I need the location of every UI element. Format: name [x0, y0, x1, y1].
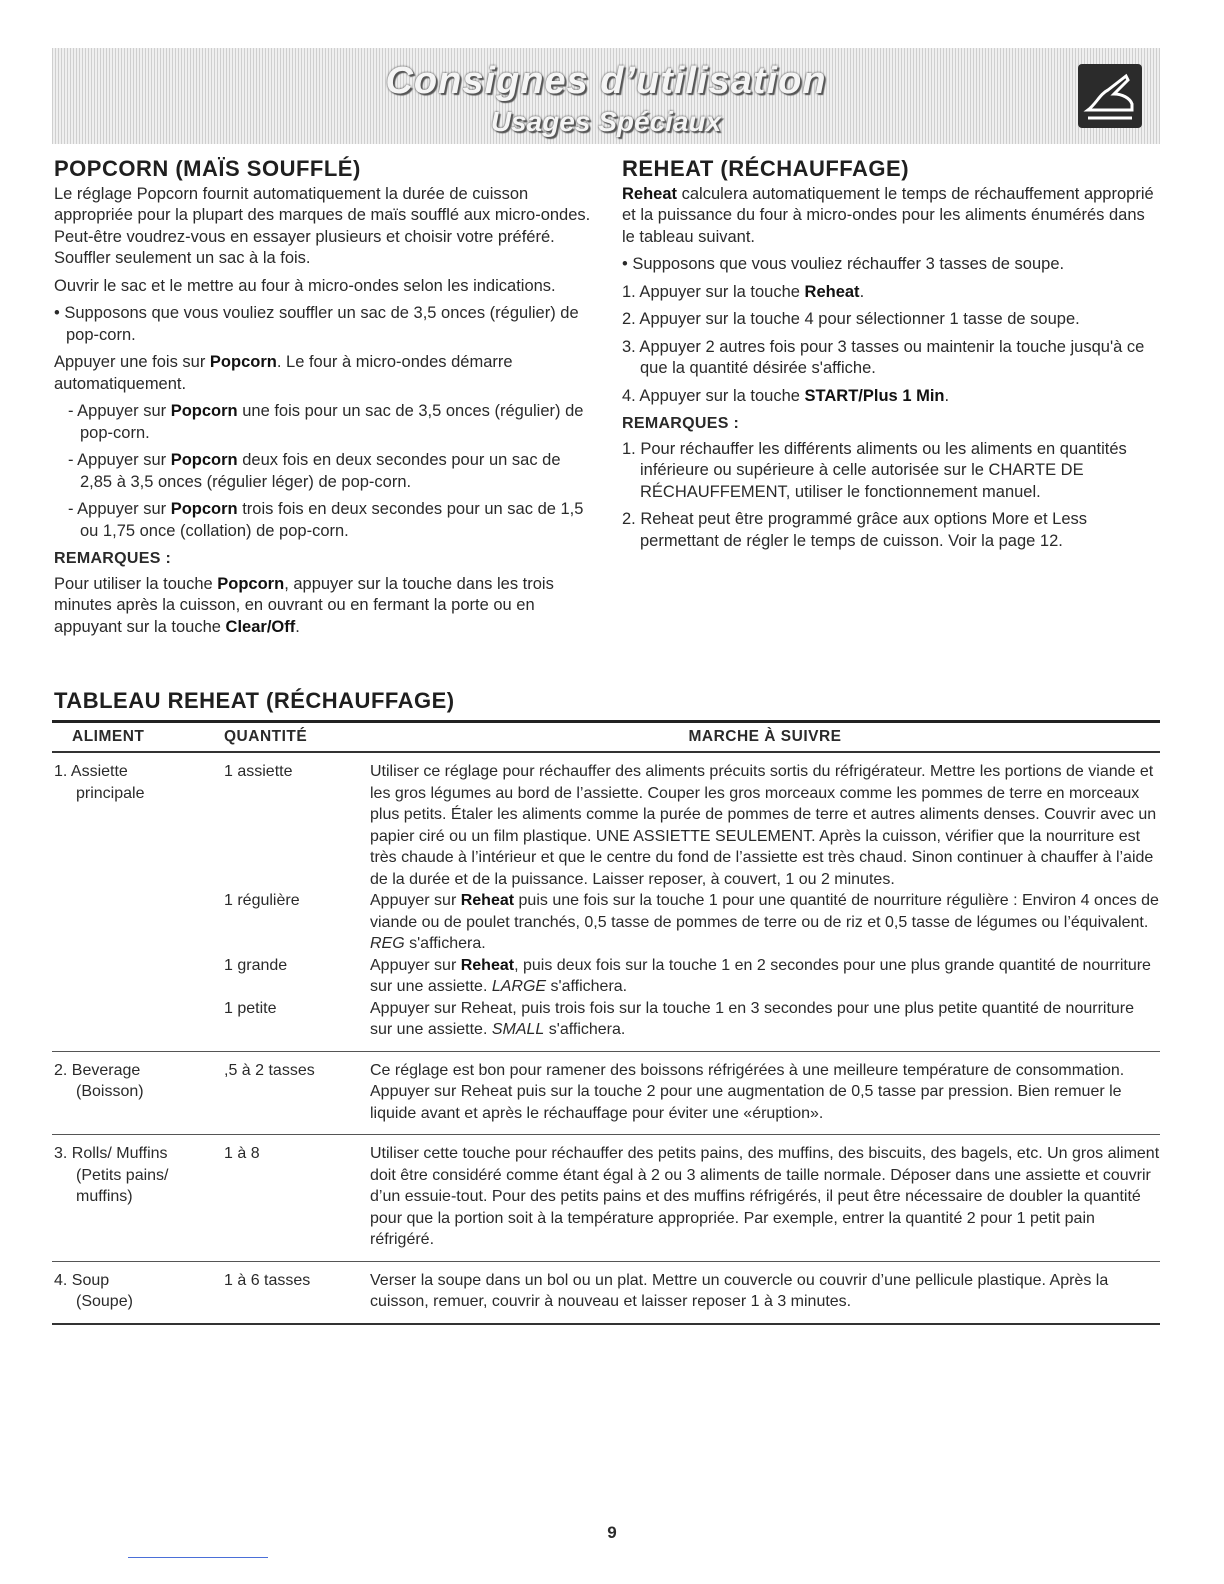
quantity-cell: 1 régulière — [224, 892, 300, 909]
quantity-cell: 1 grande — [224, 956, 288, 974]
reheat-step-1: 1. Appuyer sur la touche Reheat. — [622, 282, 865, 301]
header-marche: MARCHE À SUIVRE — [688, 728, 842, 745]
banner-title: Consignes d’utilisation — [385, 60, 827, 102]
quantity-cell: 1 petite — [224, 999, 277, 1017]
reheat-example: • Supposons que vous vouliez réchauffer 3 tasses de soupe. — [622, 255, 1065, 273]
food-cell: 1. Assiette principale — [54, 763, 145, 802]
instructions-cell: Appuyer sur Reheat puis une fois sur la touche 1 pour une quantité de nourriture régulière : Environ 4 onces de viande ou de poulet tranchés, 0,5 tasse de pommes de terre ou de riz et 0,5 tasse de légumes ou l’équivalent. REG s'affichera. — [370, 892, 1159, 952]
popcorn-title: POPCORN (MAÏS SOUFFLÉ) — [54, 156, 361, 181]
banner-subtitle: Usages Spéciaux — [490, 106, 722, 137]
popcorn-intro: Le réglage Popcorn fournit automatiquement la durée de cuisson appropriée pour la plupart des marques de maïs soufflé aux micro-ondes. Peut-être voudrez-vous en essayer plusieurs et choisir votre préféré. Souffler seulement un sac à la fois. — [54, 184, 591, 267]
instructions-cell: Appuyer sur Reheat, puis trois fois sur la touche 1 en 3 secondes pour une plus petite quantité de nourriture sur une assiette. SMALL s'affichera. — [370, 999, 1135, 1038]
instructions-cell: Utiliser cette touche pour réchauffer des petits pains, des muffins, des biscuits, des bagels, etc. Un gros aliment doit être considéré comme étant égal à 2 ou 3 aliments de taille normale. Déposer dans une assiette et couvrir d’un essuie-tout. Pour des petits pains et des muffins réfrigérés, il peut être nécessaire de doubler la quantité pour que la portion soit à la température appropriée. Par exemple, entrer la quantité 2 pour 1 petit pain réfrigéré. — [370, 1145, 1160, 1248]
instructions-cell: Verser la soupe dans un bol ou un plat. Mettre un couvercle ou couvrir d’une pellicule plastique. Après la cuisson, remuer, couvrir à nouveau et laisser reposer 1 à 3 minutes. — [370, 1271, 1109, 1310]
table-row — [52, 1135, 1160, 1262]
popcorn-section — [54, 158, 594, 644]
footer-rule — [128, 1557, 268, 1558]
quantity-cell: 1 assiette — [224, 763, 293, 780]
table-row — [52, 753, 1160, 1052]
page-number: 9 — [607, 1523, 617, 1542]
hand-touch-icon — [1078, 64, 1142, 128]
popcorn-remarks-title: REMARQUES : — [54, 550, 172, 567]
quantity-cell: ,5 à 2 tasses — [224, 1061, 315, 1079]
table-row — [52, 1052, 1160, 1136]
popcorn-option-2: - Appuyer sur Popcorn deux fois en deux secondes pour un sac de 2,85 à 3,5 onces (régulier léger) de pop-corn. — [68, 451, 561, 491]
food-cell: 3. Rolls/ Muffins (Petits pains/ muffins) — [54, 1145, 169, 1205]
food-cell: 2. Beverage (Boisson) — [54, 1061, 144, 1100]
popcorn-example: • Supposons que vous vouliez souffler un sac de 3,5 onces (régulier) de pop-corn. — [54, 304, 579, 344]
popcorn-option-1: - Appuyer sur Popcorn une fois pour un sac de 3,5 onces (régulier) de pop-corn. — [68, 402, 584, 442]
table-header — [52, 723, 1160, 753]
header-quantite: QUANTITÉ — [224, 728, 308, 745]
popcorn-remarks-text: Pour utiliser la touche Popcorn, appuyer sur la touche dans les trois minutes après la cuisson, en ouvrant ou en fermant la porte ou en appuyant sur la touche Clear/Off. — [54, 574, 554, 636]
quantity-cell: 1 à 6 tasses — [224, 1271, 311, 1289]
instructions-cell: Appuyer sur Reheat, puis deux fois sur la touche 1 en 2 secondes pour une plus grande quantité de nourriture sur une assiette. LARGE s'affichera. — [370, 956, 1151, 995]
instructions-cell: Ce réglage est bon pour ramener des boissons réfrigérées à une meilleure température de consommation. Appuyer sur Reheat puis sur la touche 2 pour une augmentation de 0,5 tasse par pression. Bien remuer le liquide avant et après le réchauffage pour éviter une «éruption». — [370, 1061, 1125, 1122]
table-row — [52, 1262, 1160, 1325]
header-aliment: ALIMENT — [72, 728, 145, 745]
reheat-table-title: TABLEAU REHEAT (RÉCHAUFFAGE) — [54, 688, 455, 713]
reheat-section — [622, 158, 1162, 558]
section-banner — [52, 48, 1160, 144]
reheat-step-3: 3. Appuyer 2 autres fois pour 3 tasses ou maintenir la touche jusqu'à ce que la quantité désirée s'affiche. — [622, 337, 1145, 377]
reheat-intro: Reheat calculera automatiquement le temps de réchauffement approprié et la puissance du four à micro-ondes pour les aliments énumérés dans le tableau suivant. — [622, 184, 1154, 246]
reheat-step-4: 4. Appuyer sur la touche START/Plus 1 Min. — [622, 386, 950, 405]
reheat-step-2: 2. Appuyer sur la touche 4 pour sélectionner 1 tasse de soupe. — [622, 310, 1080, 328]
popcorn-option-3: - Appuyer sur Popcorn trois fois en deux secondes pour un sac de 1,5 ou 1,75 once (collation) de pop-corn. — [68, 500, 584, 540]
reheat-title: REHEAT (RÉCHAUFFAGE) — [622, 156, 910, 181]
popcorn-press-once: Appuyer une fois sur Popcorn. Le four à micro-ondes démarre automatiquement. — [54, 353, 513, 393]
food-cell: 4. Soup (Soupe) — [54, 1271, 133, 1310]
instructions-cell: Utiliser ce réglage pour réchauffer des aliments précuits sortis du réfrigérateur. Mettre les portions de viande et les gros légumes au bord de l’assiette. Couper les gros morceaux comme les pommes de terre en morceaux plus petits. Étaler les aliments comme la purée de pommes de terre et autres aliments denses. Couvrir avec un papier ciré ou un film plastique. UNE ASSIETTE SEULEMENT. Après la cuisson, vérifier que la nourriture est très chaude à l’intérieur et que le centre du fond de l’assiette est très chaud. Sinon continuer à chauffer à l’aide de la durée et de la puissance. Laisser reposer, à couvert, 1 ou 2 minutes. — [370, 763, 1157, 888]
quantity-cell: 1 à 8 — [224, 1145, 260, 1162]
reheat-remarks-title: REMARQUES : — [622, 415, 740, 432]
reheat-table — [52, 720, 1160, 1325]
reheat-remark-2: 2. Reheat peut être programmé grâce aux options More et Less permettant de régler le temps de cuisson. Voir la page 12. — [622, 510, 1088, 550]
reheat-remark-1: 1. Pour réchauffer les différents aliments ou les aliments en quantités inférieure ou supérieure à celle autorisée sur le CHARTE DE RÉCHAUFFEMENT, utiliser le fonctionnement manuel. — [622, 439, 1127, 501]
popcorn-open-bag: Ouvrir le sac et le mettre au four à micro-ondes selon les indications. — [54, 276, 556, 295]
